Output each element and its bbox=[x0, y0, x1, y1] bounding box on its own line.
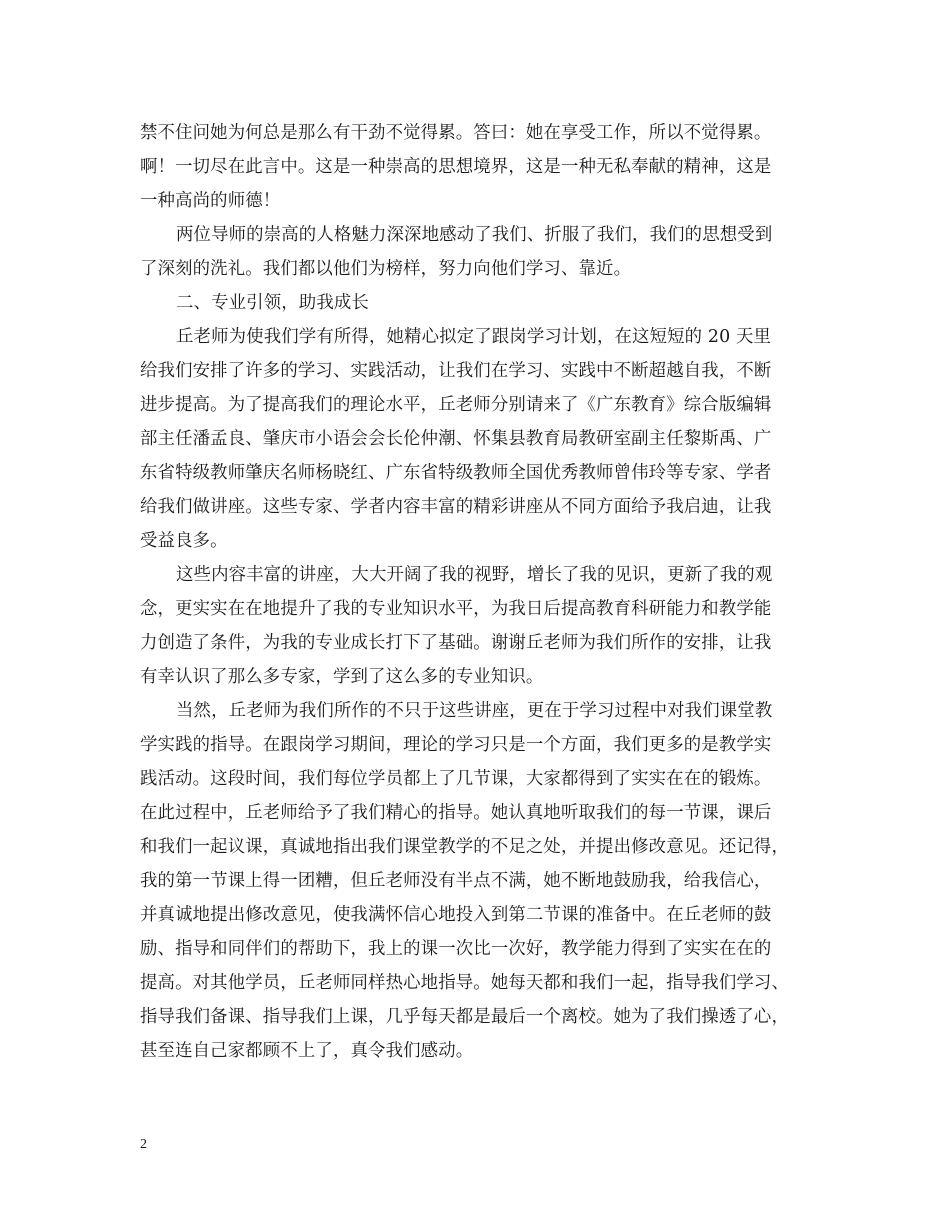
text-line: 给我们做讲座。这些专家、学者内容丰富的精彩讲座从不同方面给予我启迪，让我 bbox=[140, 497, 772, 517]
text-line: 进步提高。为了提高我们的理论水平，丘老师分别请来了《广东教育》综合版编辑 bbox=[140, 395, 772, 415]
paragraph-first-line: 这些内容丰富的讲座，大大开阔了我的视野，增长了我的见识，更新了我的观 bbox=[176, 565, 773, 585]
paragraph-first-line: 丘老师为使我们学有所得，她精心拟定了跟岗学习计划，在这短短的 20 天里 bbox=[176, 327, 772, 347]
text-line: 力创造了条件，为我的专业成长打下了基础。谢谢丘老师为我们所作的安排，让我 bbox=[140, 633, 772, 653]
text-line: 并真诚地提出修改意见，使我满怀信心地投入到第二节课的准备中。在丘老师的鼓 bbox=[140, 905, 772, 925]
text-line: 一种高尚的师德！ bbox=[140, 191, 281, 211]
text-line: 和我们一起议课，真诚地指出我们课堂教学的不足之处，并提出修改意见。还记得， bbox=[140, 837, 790, 857]
text-line: 禁不住问她为何总是那么有干劲不觉得累。答曰：她在享受工作，所以不觉得累。 bbox=[140, 123, 772, 143]
text-line: 我的第一节课上得一团糟，但丘老师没有半点不满，她不断地鼓励我，给我信心， bbox=[140, 871, 772, 891]
text-line: 有幸认识了那么多专家，学到了这么多的专业知识。 bbox=[140, 667, 544, 687]
text-line: 受益良多。 bbox=[140, 531, 228, 551]
section-heading: 二、专业引领，助我成长 bbox=[176, 293, 369, 313]
text-line: 学实践的指导。在跟岗学习期间，理论的学习只是一个方面，我们更多的是教学实 bbox=[140, 735, 772, 755]
text-line: 部主任潘孟良、肇庆市小语会会长伦仲潮、怀集县教育局教研室副主任黎斯禹、广 bbox=[140, 429, 772, 449]
body-text bbox=[140, 116, 830, 1068]
text-line: 指导我们备课、指导我们上课，几乎每天都是最后一个离校。她为了我们操透了心， bbox=[140, 1007, 790, 1027]
text-line: 了深刻的洗礼。我们都以他们为榜样，努力向他们学习、靠近。 bbox=[140, 259, 632, 279]
text-line: 励、指导和同伴们的帮助下，我上的课一次比一次好，教学能力得到了实实在在的 bbox=[140, 939, 772, 959]
paragraph-first-line: 两位导师的崇高的人格魅力深深地感动了我们、折服了我们，我们的思想受到 bbox=[176, 225, 773, 245]
text-line: 念，更实实在在地提升了我的专业知识水平，为我日后提高教育科研能力和教学能 bbox=[140, 599, 772, 619]
text-line: 给我们安排了许多的学习、实践活动，让我们在学习、实践中不断超越自我，不断 bbox=[140, 361, 772, 381]
paragraph-first-line: 当然，丘老师为我们所作的不只于这些讲座，更在于学习过程中对我们课堂教 bbox=[176, 701, 773, 721]
text-line: 在此过程中，丘老师给予了我们精心的指导。她认真地听取我们的每一节课，课后 bbox=[140, 803, 772, 823]
text-line: 践活动。这段时间，我们每位学员都上了几节课，大家都得到了实实在在的锻炼。 bbox=[140, 769, 772, 789]
text-line: 啊！一切尽在此言中。这是一种崇高的思想境界，这是一种无私奉献的精神，这是 bbox=[140, 157, 772, 177]
text-line: 提高。对其他学员，丘老师同样热心地指导。她每天都和我们一起，指导我们学习、 bbox=[140, 973, 790, 993]
text-line: 东省特级教师肇庆名师杨晓红、广东省特级教师全国优秀教师曾伟玲等专家、学者 bbox=[140, 463, 772, 483]
page-number: 2 bbox=[140, 1137, 147, 1152]
text-line: 甚至连自己家都顾不上了，真令我们感动。 bbox=[140, 1041, 474, 1061]
